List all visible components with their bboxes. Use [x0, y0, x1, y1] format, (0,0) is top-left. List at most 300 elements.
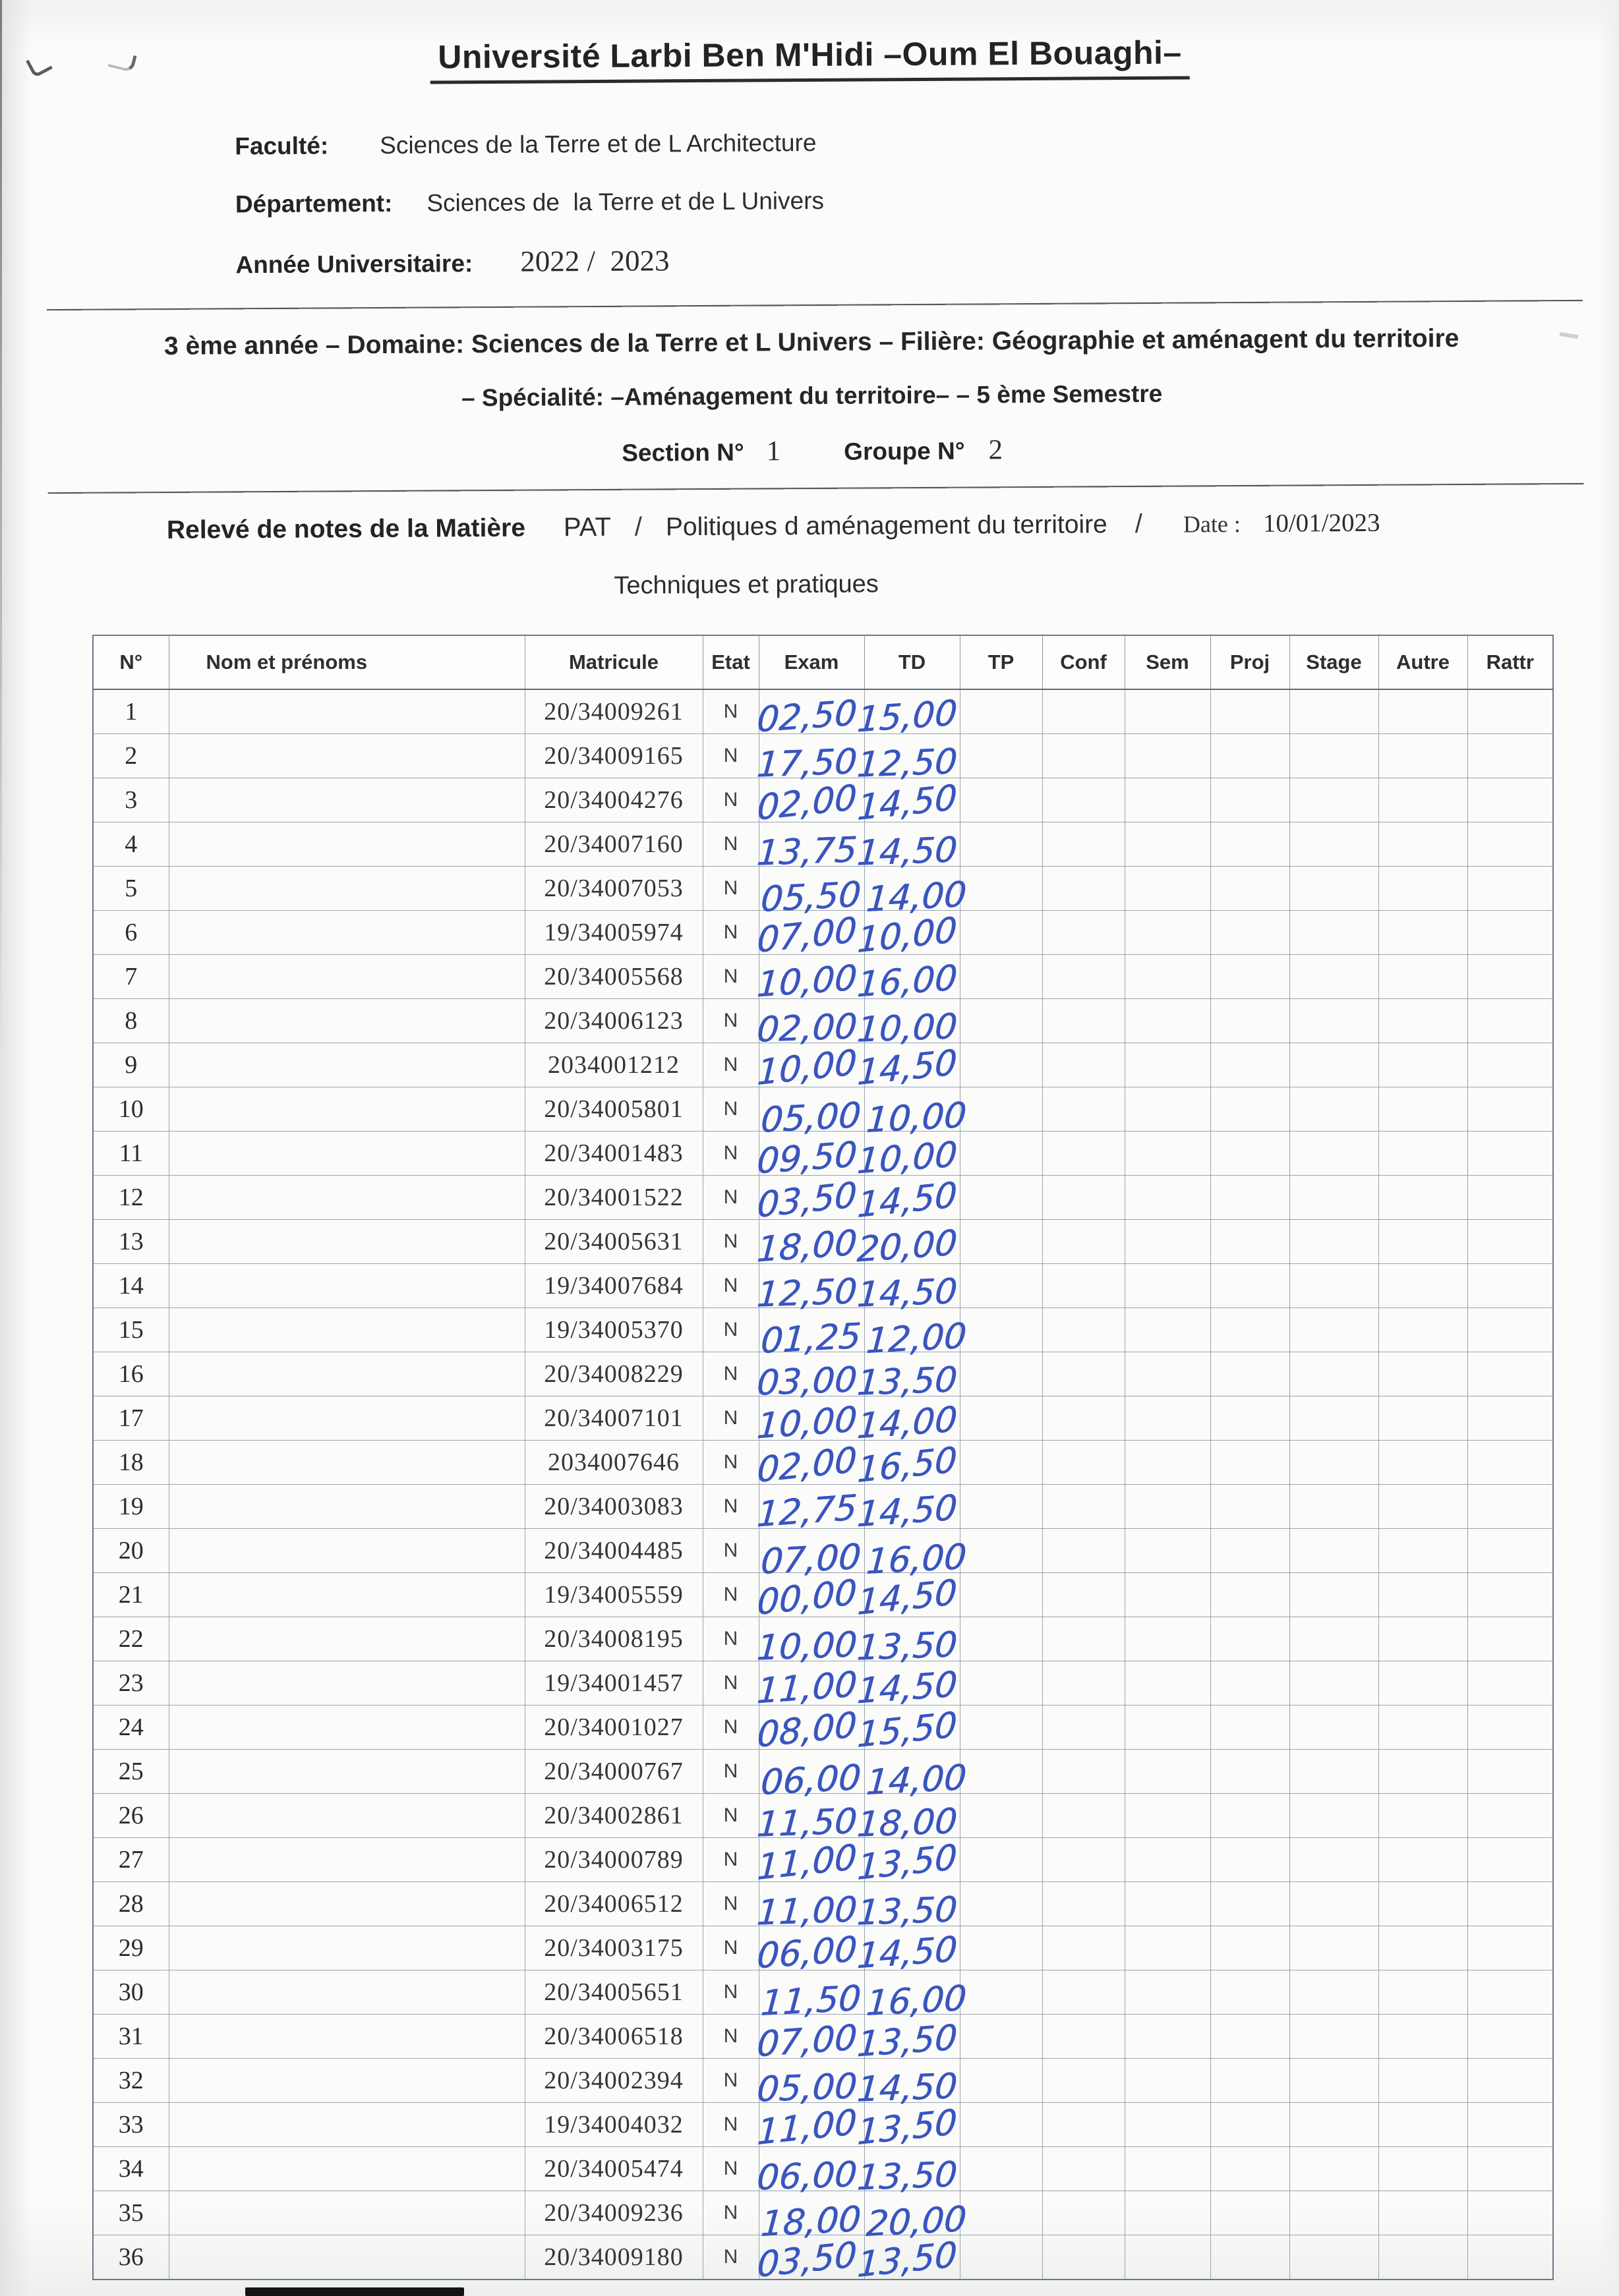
row-number-cell: 14 [93, 1264, 169, 1308]
student-name-cell [169, 1132, 525, 1176]
etat-cell: N [703, 1087, 759, 1132]
column-header-exam: Exam [759, 635, 864, 689]
tp-cell [960, 2191, 1042, 2235]
td-grade-handwritten: 14,50 [855, 1271, 958, 1315]
stage-cell [1289, 1970, 1378, 2015]
matricule-cell: 20/34007160 [525, 822, 703, 867]
student-name-cell [169, 867, 525, 911]
td-grade-cell [856, 1042, 960, 1093]
etat-cell: N [703, 1132, 759, 1176]
etat-cell: N [703, 1396, 759, 1441]
autre-cell [1378, 1087, 1467, 1132]
sem-cell [1125, 1220, 1210, 1264]
student-name-cell [169, 1573, 525, 1617]
exam-grade-handwritten: 12,75 [755, 1487, 858, 1535]
matricule-cell: 2034007646 [525, 1441, 703, 1485]
stage-cell [1289, 999, 1378, 1043]
etat-cell: N [703, 2147, 759, 2191]
table-row [93, 1617, 1553, 1661]
td-grade-cell [856, 1704, 960, 1756]
proj-cell [1210, 1176, 1289, 1220]
td-grade-handwritten: 10,00 [864, 1095, 968, 1141]
exam-grade-handwritten: 05,00 [759, 1095, 862, 1141]
td-grade-handwritten: 13,50 [855, 1624, 958, 1669]
row-number-cell: 12 [93, 1176, 169, 1220]
autre-cell [1378, 1043, 1467, 1087]
row-number-cell: 28 [93, 1882, 169, 1926]
proj-cell [1210, 1926, 1289, 1970]
separator-slash: / [1134, 509, 1143, 538]
rattr-cell [1467, 1794, 1553, 1838]
td-grade-cell [856, 2102, 960, 2153]
row-number-cell: 35 [93, 2191, 169, 2235]
stage-cell [1289, 1087, 1378, 1132]
stage-cell [1289, 2103, 1378, 2147]
student-name-cell [169, 1485, 525, 1529]
matricule-cell: 20/34002861 [525, 1794, 703, 1838]
stage-cell [1289, 1308, 1378, 1352]
td-grade-handwritten: 16,50 [856, 1439, 958, 1491]
student-name-cell [169, 2235, 525, 2280]
exam-grade-handwritten: 11,00 [755, 1889, 858, 1934]
proj-cell [1210, 1529, 1289, 1573]
tp-cell [960, 1573, 1042, 1617]
student-name-cell [169, 1926, 525, 1970]
exam-grade-handwritten: 05,00 [755, 2065, 858, 2110]
tp-cell [960, 911, 1042, 955]
tp-cell [960, 1882, 1042, 1926]
td-grade-cell [856, 1439, 960, 1491]
table-row [93, 1087, 1553, 1132]
rattr-cell [1467, 2147, 1553, 2191]
rattr-cell [1467, 1043, 1553, 1087]
autre-cell [1378, 1750, 1467, 1794]
conf-cell [1042, 1970, 1125, 2015]
row-number-cell: 18 [93, 1441, 169, 1485]
proj-cell [1210, 1352, 1289, 1396]
conf-cell [1042, 1617, 1125, 1661]
td-grade-handwritten: 13,50 [856, 1837, 958, 1888]
etat-cell: N [703, 1529, 759, 1573]
exam-grade-handwritten: 08,00 [755, 1704, 858, 1756]
tp-cell [960, 689, 1042, 734]
conf-cell [1042, 1661, 1125, 1706]
sem-cell [1125, 867, 1210, 911]
sem-cell [1125, 2191, 1210, 2235]
table-row [93, 1441, 1553, 1485]
sem-cell [1125, 1043, 1210, 1087]
proj-cell [1210, 1308, 1289, 1352]
sem-cell [1125, 778, 1210, 822]
exam-grade-handwritten: 11,00 [755, 2102, 858, 2153]
proj-cell [1210, 778, 1289, 822]
conf-cell [1042, 1706, 1125, 1750]
exam-grade-cell [755, 1220, 864, 1271]
td-grade-cell [855, 2147, 960, 2198]
stage-cell [1289, 1617, 1378, 1661]
column-header-etat: Etat [703, 635, 759, 689]
table-row [93, 2147, 1553, 2191]
td-grade-cell [856, 1837, 960, 1888]
etat-cell: N [703, 911, 759, 955]
sem-cell [1125, 822, 1210, 867]
matricule-cell: 20/34005631 [525, 1220, 703, 1264]
stage-cell [1289, 1396, 1378, 1441]
autre-cell [1378, 1352, 1467, 1396]
row-number-cell: 23 [93, 1661, 169, 1706]
sem-cell [1125, 1308, 1210, 1352]
conf-cell [1042, 999, 1125, 1043]
student-name-cell [169, 1794, 525, 1838]
conf-cell [1042, 1926, 1125, 1970]
separator-slash: / [634, 512, 643, 542]
stage-cell [1289, 1573, 1378, 1617]
exam-grade-handwritten: 07,00 [759, 1536, 862, 1582]
table-row [93, 1396, 1553, 1441]
td-grade-cell [864, 2191, 968, 2245]
rattr-cell [1467, 1617, 1553, 1661]
td-grade-handwritten: 14,00 [864, 874, 968, 920]
etat-cell: N [703, 1970, 759, 2015]
autre-cell [1378, 1396, 1467, 1441]
autre-cell [1378, 999, 1467, 1043]
autre-cell [1378, 1926, 1467, 1970]
etat-cell: N [703, 867, 759, 911]
table-row [93, 1750, 1553, 1794]
etat-cell: N [703, 1264, 759, 1308]
tp-cell [960, 867, 1042, 911]
exam-grade-cell [755, 955, 864, 1006]
student-name-cell [169, 822, 525, 867]
etat-cell: N [703, 1882, 759, 1926]
tp-cell [960, 1441, 1042, 1485]
exam-grade-cell [755, 2147, 864, 2198]
td-grade-handwritten: 14,00 [855, 1398, 958, 1447]
proj-cell [1210, 867, 1289, 911]
conf-cell [1042, 1750, 1125, 1794]
conf-cell [1042, 1396, 1125, 1441]
conf-cell [1042, 2103, 1125, 2147]
conf-cell [1042, 2015, 1125, 2059]
document-header [0, 0, 1619, 600]
autre-cell [1378, 1308, 1467, 1352]
tp-cell [960, 2235, 1042, 2280]
tp-cell [960, 734, 1042, 778]
row-number-cell: 33 [93, 2103, 169, 2147]
td-grade-cell [855, 999, 960, 1050]
td-grade-handwritten: 12,00 [864, 1315, 968, 1362]
column-header-stage: Stage [1289, 635, 1378, 689]
matricule-cell: 20/34005474 [525, 2147, 703, 2191]
table-row [93, 1529, 1553, 1573]
row-number-cell: 31 [93, 2015, 169, 2059]
student-name-cell [169, 1220, 525, 1264]
proj-cell [1210, 999, 1289, 1043]
conf-cell [1042, 1176, 1125, 1220]
table-row [93, 867, 1553, 911]
student-name-cell [169, 1352, 525, 1396]
page-title: Université Larbi Ben M'Hidi –Oum El Bouaghi– [430, 33, 1190, 84]
sem-cell [1125, 1396, 1210, 1441]
etat-cell: N [703, 1176, 759, 1220]
td-grade-handwritten: 13,50 [855, 2154, 958, 2198]
exam-grade-handwritten: 05,50 [759, 874, 862, 920]
column-header-tp: TP [960, 635, 1042, 689]
conf-cell [1042, 1838, 1125, 1882]
matricule-cell: 20/34007101 [525, 1396, 703, 1441]
student-name-cell [169, 734, 525, 778]
conf-cell [1042, 1352, 1125, 1396]
rattr-cell [1467, 1529, 1553, 1573]
rattr-cell [1467, 2015, 1553, 2059]
autre-cell [1378, 1441, 1467, 1485]
academic-year-value: 2022 / 2023 [520, 244, 670, 278]
autre-cell [1378, 2015, 1467, 2059]
etat-cell: N [703, 1838, 759, 1882]
stage-cell [1289, 1441, 1378, 1485]
autre-cell [1378, 2059, 1467, 2103]
td-grade-handwritten: 13,50 [855, 2017, 958, 2065]
table-row [93, 1176, 1553, 1220]
proj-cell [1210, 911, 1289, 955]
rattr-cell [1467, 1264, 1553, 1308]
td-grade-handwritten: 12,50 [855, 741, 958, 786]
table-row [93, 1970, 1553, 2015]
tp-cell [960, 1043, 1042, 1087]
proj-cell [1210, 1264, 1289, 1308]
etat-cell: N [703, 2015, 759, 2059]
table-row [93, 1926, 1553, 1970]
conf-cell [1042, 1264, 1125, 1308]
td-grade-handwritten: 14,50 [856, 1174, 958, 1226]
subject-name: Politiques d aménagement du territoire [665, 510, 1107, 542]
rattr-cell [1467, 1220, 1553, 1264]
conf-cell [1042, 867, 1125, 911]
proj-cell [1210, 1882, 1289, 1926]
exam-grade-handwritten: 06,00 [755, 2154, 858, 2198]
stage-cell [1289, 2147, 1378, 2191]
row-number-cell: 5 [93, 867, 169, 911]
td-grade-cell [855, 1926, 960, 1977]
exam-grade-handwritten: 10,00 [755, 1624, 858, 1669]
rattr-cell [1467, 2059, 1553, 2103]
department-label: Département: [235, 189, 393, 218]
conf-cell [1042, 2191, 1125, 2235]
sem-cell [1125, 2059, 1210, 2103]
sem-cell [1125, 1087, 1210, 1132]
conf-cell [1042, 1087, 1125, 1132]
conf-cell [1042, 1308, 1125, 1352]
td-grade-cell [855, 822, 960, 874]
student-name-cell [169, 1970, 525, 2015]
autre-cell [1378, 2191, 1467, 2235]
td-grade-handwritten: 16,00 [855, 957, 958, 1006]
conf-cell [1042, 1529, 1125, 1573]
autre-cell [1378, 689, 1467, 734]
matricule-cell: 20/34006518 [525, 2015, 703, 2059]
table-row [93, 1308, 1553, 1352]
column-header-n-: N° [93, 635, 169, 689]
etat-cell: N [703, 689, 759, 734]
row-number-cell: 16 [93, 1352, 169, 1396]
tp-cell [960, 2147, 1042, 2191]
rattr-cell [1467, 1838, 1553, 1882]
tp-cell [960, 2059, 1042, 2103]
td-grade-handwritten: 13,50 [856, 2102, 958, 2153]
rattr-cell [1467, 2235, 1553, 2280]
matricule-cell: 20/34008229 [525, 1352, 703, 1396]
student-name-cell [169, 1529, 525, 1573]
sem-cell [1125, 2147, 1210, 2191]
table-row [93, 999, 1553, 1043]
etat-cell: N [703, 2235, 759, 2280]
stage-cell [1289, 689, 1378, 734]
sem-cell [1125, 1485, 1210, 1529]
stage-cell [1289, 1926, 1378, 1970]
tp-cell [960, 1706, 1042, 1750]
conf-cell [1042, 2059, 1125, 2103]
proj-cell [1210, 1485, 1289, 1529]
td-grade-handwritten: 14,50 [856, 1572, 958, 1623]
matricule-cell: 19/34005559 [525, 1573, 703, 1617]
releve-label: Relevé de notes de la Matière [166, 513, 526, 544]
tp-cell [960, 1220, 1042, 1264]
sem-cell [1125, 1882, 1210, 1926]
table-row [93, 1661, 1553, 1706]
sem-cell [1125, 911, 1210, 955]
td-grade-cell [855, 1396, 960, 1447]
matricule-cell: 19/34005974 [525, 911, 703, 955]
stage-cell [1289, 2059, 1378, 2103]
student-name-cell [169, 911, 525, 955]
tp-cell [960, 1750, 1042, 1794]
td-grade-cell [855, 1264, 960, 1315]
matricule-cell: 20/34005801 [525, 1087, 703, 1132]
tp-cell [960, 1352, 1042, 1396]
rattr-cell [1467, 2103, 1553, 2147]
td-grade-cell [864, 1308, 968, 1362]
conf-cell [1042, 822, 1125, 867]
stage-cell [1289, 1043, 1378, 1087]
td-grade-handwritten: 14,50 [855, 2065, 958, 2110]
autre-cell [1378, 734, 1467, 778]
tp-cell [960, 1485, 1042, 1529]
matricule-cell: 20/34004485 [525, 1529, 703, 1573]
exam-grade-handwritten: 11,50 [755, 1800, 858, 1845]
table-row [93, 1485, 1553, 1529]
stage-cell [1289, 1794, 1378, 1838]
autre-cell [1378, 1661, 1467, 1706]
student-name-cell [169, 2059, 525, 2103]
td-grade-handwritten: 20,00 [864, 2198, 968, 2245]
stage-cell [1289, 778, 1378, 822]
student-name-cell [169, 999, 525, 1043]
scan-artifact-bar [245, 2287, 464, 2296]
proj-cell [1210, 955, 1289, 999]
stage-cell [1289, 2015, 1378, 2059]
proj-cell [1210, 822, 1289, 867]
etat-cell: N [703, 1352, 759, 1396]
student-name-cell [169, 1706, 525, 1750]
tp-cell [960, 1926, 1042, 1970]
program-line-2: – Spécialité: –Aménagement du territoire– – 5 ème Semestre [461, 380, 1163, 412]
horizontal-rule [48, 483, 1584, 494]
etat-cell: N [703, 1926, 759, 1970]
row-number-cell: 25 [93, 1750, 169, 1794]
etat-cell: N [703, 1220, 759, 1264]
matricule-cell: 20/34001483 [525, 1132, 703, 1176]
etat-cell: N [703, 1043, 759, 1087]
td-grade-handwritten: 14,50 [855, 829, 958, 874]
stage-cell [1289, 955, 1378, 999]
td-grade-cell [855, 1485, 960, 1535]
etat-cell: N [703, 1750, 759, 1794]
stage-cell [1289, 1529, 1378, 1573]
conf-cell [1042, 955, 1125, 999]
matricule-cell: 20/34009261 [525, 689, 703, 734]
tp-cell [960, 1970, 1042, 2015]
student-name-cell [169, 778, 525, 822]
exam-grade-handwritten: 02,00 [755, 1439, 858, 1491]
tp-cell [960, 2103, 1042, 2147]
tp-cell [960, 1529, 1042, 1573]
student-name-cell [169, 2015, 525, 2059]
subject-code: PAT [563, 512, 611, 542]
stage-cell [1289, 1264, 1378, 1308]
matricule-cell: 20/34001027 [525, 1706, 703, 1750]
autre-cell [1378, 778, 1467, 822]
tp-cell [960, 999, 1042, 1043]
proj-cell [1210, 1220, 1289, 1264]
td-grade-cell [864, 1750, 968, 1803]
exam-grade-cell [755, 1439, 864, 1491]
column-header-td: TD [864, 635, 960, 689]
table-row [93, 955, 1553, 999]
matricule-cell: 20/34006123 [525, 999, 703, 1043]
etat-cell: N [703, 2059, 759, 2103]
exam-grade-handwritten: 00,00 [755, 1572, 858, 1623]
rattr-cell [1467, 1441, 1553, 1485]
table-row [93, 1838, 1553, 1882]
tp-cell [960, 1132, 1042, 1176]
rattr-cell [1467, 1176, 1553, 1220]
table-row [93, 1264, 1553, 1308]
rattr-cell [1467, 1661, 1553, 1706]
etat-cell: N [703, 1794, 759, 1838]
conf-cell [1042, 1794, 1125, 1838]
proj-cell [1210, 1661, 1289, 1706]
autre-cell [1378, 1882, 1467, 1926]
rattr-cell [1467, 1308, 1553, 1352]
table-row [93, 778, 1553, 822]
subject-line-2: Techniques et pratiques [614, 570, 879, 600]
faculty-label: Faculté: [235, 132, 329, 160]
table-row [93, 1706, 1553, 1750]
exam-grade-handwritten: 06,00 [755, 1928, 858, 1977]
proj-cell [1210, 2103, 1289, 2147]
sem-cell [1125, 1970, 1210, 2015]
stage-cell [1289, 1176, 1378, 1220]
row-number-cell: 27 [93, 1838, 169, 1882]
td-grade-cell [855, 2059, 960, 2110]
conf-cell [1042, 2235, 1125, 2280]
proj-cell [1210, 1750, 1289, 1794]
proj-cell [1210, 1838, 1289, 1882]
sem-cell [1125, 1132, 1210, 1176]
rattr-cell [1467, 867, 1553, 911]
row-number-cell: 36 [93, 2235, 169, 2280]
exam-grade-handwritten: 07,00 [755, 909, 858, 961]
